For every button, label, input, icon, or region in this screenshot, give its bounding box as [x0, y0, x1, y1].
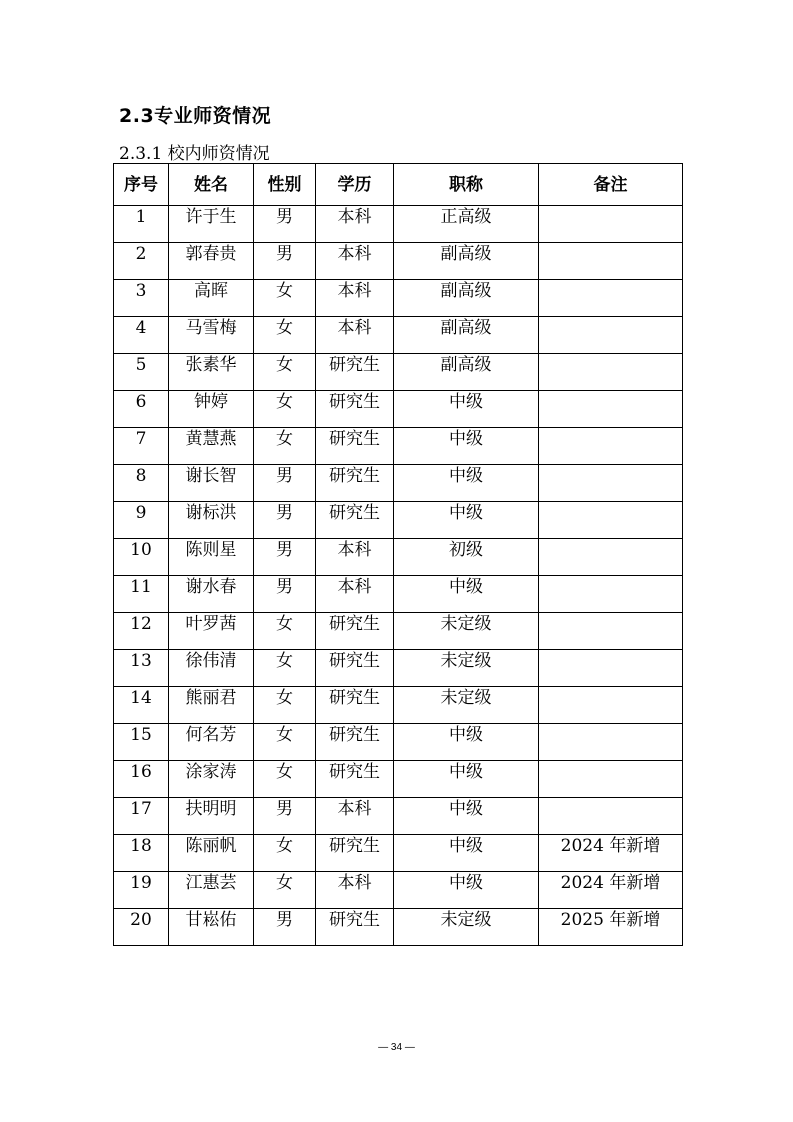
header-cell-index: 序号: [114, 164, 169, 206]
table-row: [114, 428, 683, 465]
cell-name: [169, 613, 254, 650]
cell-name-text: 徐伟清: [185, 651, 237, 671]
cell-remarks: [539, 724, 683, 761]
cell-remarks: [539, 317, 683, 354]
cell-title: [394, 465, 539, 502]
cell-index: [114, 354, 169, 391]
cell-gender: [254, 428, 316, 465]
cell-title: [394, 613, 539, 650]
cell-name-text: 谢长智: [185, 466, 237, 486]
cell-index-text: 18: [130, 836, 152, 856]
table-row: [114, 354, 683, 391]
cell-index: [114, 428, 169, 465]
cell-gender: [254, 835, 316, 872]
cell-title-text: 中级: [449, 577, 483, 597]
cell-title: [394, 428, 539, 465]
cell-title: [394, 687, 539, 724]
cell-gender: [254, 280, 316, 317]
cell-title: [394, 391, 539, 428]
cell-education-text: 研究生: [329, 725, 380, 745]
section-heading: 2.3专业师资情况: [119, 105, 272, 127]
cell-index: [114, 243, 169, 280]
cell-gender-text: 男: [276, 466, 293, 486]
cell-remarks-text: 2024 年新增: [560, 836, 661, 856]
cell-gender: [254, 539, 316, 576]
cell-index-text: 6: [135, 392, 147, 412]
cell-name: [169, 280, 254, 317]
cell-education: [316, 613, 394, 650]
cell-education-text: 研究生: [329, 910, 380, 930]
table-row: [114, 872, 683, 909]
cell-gender: [254, 761, 316, 798]
cell-index-text: 1: [135, 207, 147, 227]
cell-title: [394, 650, 539, 687]
cell-name-text: 张素华: [185, 355, 237, 375]
cell-index-text: 20: [130, 910, 152, 930]
cell-index: [114, 206, 169, 243]
cell-gender: [254, 206, 316, 243]
table-row: [114, 502, 683, 539]
cell-name: [169, 835, 254, 872]
cell-title-text: 中级: [449, 799, 483, 819]
cell-gender: [254, 724, 316, 761]
cell-index-text: 2: [135, 244, 147, 264]
header-cell-remarks: 备注: [539, 164, 683, 206]
cell-education: [316, 465, 394, 502]
table-row: [114, 650, 683, 687]
cell-index: [114, 835, 169, 872]
cell-name-text: 许于生: [185, 207, 237, 227]
cell-remarks: [539, 650, 683, 687]
cell-index-text: 17: [130, 799, 152, 819]
cell-education-text: 研究生: [329, 466, 380, 486]
cell-name: [169, 576, 254, 613]
cell-name-text: 马雪梅: [185, 318, 237, 338]
cell-name: [169, 391, 254, 428]
cell-education-text: 研究生: [329, 762, 380, 782]
cell-remarks-text: 2024 年新增: [560, 873, 661, 893]
cell-index: [114, 909, 169, 946]
cell-index: [114, 317, 169, 354]
cell-education-text: 本科: [337, 540, 372, 560]
cell-index: [114, 576, 169, 613]
table-row: [114, 465, 683, 502]
cell-title: [394, 354, 539, 391]
cell-education: [316, 687, 394, 724]
cell-index: [114, 539, 169, 576]
cell-education-text: 研究生: [329, 614, 380, 634]
cell-education-text: 本科: [337, 244, 372, 264]
table-row: [114, 391, 683, 428]
cell-gender-text: 男: [276, 799, 293, 819]
cell-education: [316, 909, 394, 946]
cell-title: [394, 909, 539, 946]
cell-education: [316, 872, 394, 909]
cell-name-text: 谢标洪: [185, 503, 237, 523]
cell-gender: [254, 465, 316, 502]
cell-remarks: [539, 613, 683, 650]
cell-gender-text: 女: [276, 836, 293, 856]
cell-name-text: 陈则星: [185, 540, 237, 560]
cell-education-text: 本科: [337, 577, 372, 597]
cell-title: [394, 243, 539, 280]
cell-title-text: 中级: [449, 873, 483, 893]
cell-title-text: 未定级: [440, 688, 492, 708]
cell-index-text: 12: [130, 614, 152, 634]
cell-education-text: 研究生: [329, 355, 380, 375]
cell-title: [394, 317, 539, 354]
table-row: [114, 835, 683, 872]
cell-education: [316, 724, 394, 761]
cell-title-text: 中级: [449, 503, 483, 523]
cell-index: [114, 724, 169, 761]
cell-education: [316, 206, 394, 243]
cell-education-text: 本科: [337, 207, 372, 227]
cell-index: [114, 280, 169, 317]
cell-title-text: 中级: [449, 725, 483, 745]
cell-remarks: [539, 761, 683, 798]
cell-index-text: 9: [135, 503, 147, 523]
cell-index: [114, 798, 169, 835]
page-number: — 34 —: [378, 1042, 415, 1053]
cell-title: [394, 798, 539, 835]
cell-education-text: 本科: [337, 873, 372, 893]
cell-name: [169, 872, 254, 909]
cell-remarks: [539, 687, 683, 724]
cell-title-text: 未定级: [440, 614, 492, 634]
cell-education: [316, 354, 394, 391]
cell-title-text: 中级: [449, 762, 483, 782]
cell-remarks: [539, 835, 683, 872]
cell-gender-text: 女: [276, 725, 293, 745]
cell-name-text: 何名芳: [185, 725, 237, 745]
cell-gender: [254, 613, 316, 650]
cell-gender-text: 女: [276, 651, 293, 671]
cell-education-text: 本科: [337, 281, 372, 301]
header-cell-gender: 性别: [254, 164, 316, 206]
cell-remarks: [539, 576, 683, 613]
table-row: [114, 761, 683, 798]
cell-name-text: 高晖: [194, 281, 228, 301]
table-row: [114, 909, 683, 946]
cell-index-text: 19: [130, 873, 152, 893]
cell-gender-text: 女: [276, 762, 293, 782]
cell-title-text: 中级: [449, 836, 483, 856]
cell-education: [316, 650, 394, 687]
cell-title-text: 副高级: [440, 244, 492, 264]
cell-title-text: 中级: [449, 429, 483, 449]
cell-title: [394, 280, 539, 317]
table-row: [114, 687, 683, 724]
cell-name-text: 叶罗茜: [185, 614, 237, 634]
cell-remarks: [539, 872, 683, 909]
cell-gender-text: 男: [276, 577, 293, 597]
cell-index-text: 15: [130, 725, 152, 745]
table-row: [114, 798, 683, 835]
cell-gender: [254, 317, 316, 354]
cell-name: [169, 502, 254, 539]
cell-title: [394, 539, 539, 576]
cell-gender-text: 女: [276, 392, 293, 412]
cell-title-text: 中级: [449, 466, 483, 486]
cell-education: [316, 243, 394, 280]
cell-title: [394, 206, 539, 243]
header-cell-title: 职称: [394, 164, 539, 206]
cell-education: [316, 539, 394, 576]
table-row: [114, 539, 683, 576]
cell-gender-text: 女: [276, 614, 293, 634]
cell-index: [114, 687, 169, 724]
cell-index: [114, 465, 169, 502]
cell-index-text: 5: [135, 355, 147, 375]
cell-gender-text: 男: [276, 503, 293, 523]
cell-name-text: 郭春贵: [185, 244, 237, 264]
cell-remarks: [539, 539, 683, 576]
header-cell-name: 姓名: [169, 164, 254, 206]
cell-index-text: 4: [135, 318, 147, 338]
cell-gender: [254, 687, 316, 724]
cell-remarks: [539, 206, 683, 243]
cell-index-text: 11: [130, 577, 152, 597]
cell-education: [316, 317, 394, 354]
cell-remarks: [539, 465, 683, 502]
cell-gender: [254, 909, 316, 946]
cell-title-text: 初级: [449, 540, 483, 560]
cell-education-text: 本科: [337, 799, 372, 819]
cell-name: [169, 243, 254, 280]
cell-education: [316, 761, 394, 798]
cell-name-text: 江惠芸: [185, 873, 237, 893]
cell-gender-text: 男: [276, 244, 293, 264]
cell-name-text: 熊丽君: [185, 688, 237, 708]
cell-index: [114, 761, 169, 798]
cell-name-text: 陈丽帆: [185, 836, 237, 856]
cell-name: [169, 798, 254, 835]
cell-remarks-text: 2025 年新增: [560, 910, 661, 930]
table-row: [114, 243, 683, 280]
cell-name-text: 钟婷: [194, 392, 228, 412]
cell-education-text: 研究生: [329, 688, 380, 708]
cell-title: [394, 835, 539, 872]
cell-education: [316, 280, 394, 317]
cell-name-text: 扶明明: [185, 799, 237, 819]
cell-remarks: [539, 354, 683, 391]
cell-education: [316, 798, 394, 835]
cell-remarks: [539, 243, 683, 280]
table-row: [114, 576, 683, 613]
cell-name: [169, 539, 254, 576]
cell-gender: [254, 243, 316, 280]
cell-name: [169, 724, 254, 761]
cell-education-text: 本科: [337, 318, 372, 338]
header-cell-education: 学历: [316, 164, 394, 206]
cell-index-text: 13: [130, 651, 152, 671]
cell-gender: [254, 872, 316, 909]
cell-gender: [254, 354, 316, 391]
table-row: [114, 613, 683, 650]
cell-education: [316, 835, 394, 872]
cell-index-text: 14: [130, 688, 152, 708]
cell-name-text: 甘崧佑: [185, 910, 237, 930]
cell-education-text: 研究生: [329, 651, 380, 671]
cell-education-text: 研究生: [329, 392, 380, 412]
cell-education: [316, 576, 394, 613]
cell-name: [169, 909, 254, 946]
table-row: [114, 206, 683, 243]
cell-index-text: 7: [135, 429, 147, 449]
cell-remarks: [539, 280, 683, 317]
cell-gender: [254, 650, 316, 687]
cell-education: [316, 391, 394, 428]
cell-remarks: [539, 909, 683, 946]
cell-name-text: 涂家涛: [185, 762, 237, 782]
cell-gender: [254, 798, 316, 835]
cell-education-text: 研究生: [329, 429, 380, 449]
cell-index: [114, 872, 169, 909]
table-row: [114, 280, 683, 317]
cell-title: [394, 576, 539, 613]
table-row: [114, 317, 683, 354]
cell-gender-text: 女: [276, 281, 293, 301]
cell-name: [169, 317, 254, 354]
cell-gender: [254, 576, 316, 613]
cell-education-text: 研究生: [329, 836, 380, 856]
cell-gender-text: 男: [276, 540, 293, 560]
cell-name-text: 谢水春: [185, 577, 237, 597]
cell-title-text: 副高级: [440, 355, 492, 375]
cell-title: [394, 724, 539, 761]
cell-gender: [254, 502, 316, 539]
cell-remarks: [539, 798, 683, 835]
cell-gender-text: 女: [276, 355, 293, 375]
cell-gender-text: 男: [276, 910, 293, 930]
cell-index: [114, 391, 169, 428]
cell-title: [394, 761, 539, 798]
cell-title-text: 中级: [449, 392, 483, 412]
cell-name: [169, 650, 254, 687]
cell-remarks: [539, 391, 683, 428]
cell-name: [169, 465, 254, 502]
cell-title: [394, 872, 539, 909]
cell-gender-text: 女: [276, 688, 293, 708]
cell-name-text: 黄慧燕: [185, 429, 237, 449]
cell-name: [169, 428, 254, 465]
cell-index: [114, 613, 169, 650]
cell-gender-text: 女: [276, 429, 293, 449]
cell-education-text: 研究生: [329, 503, 380, 523]
table-row: [114, 724, 683, 761]
subsection-heading: 2.3.1 校内师资情况: [119, 144, 270, 164]
cell-title-text: 未定级: [440, 910, 492, 930]
cell-title-text: 正高级: [440, 207, 492, 227]
cell-remarks: [539, 428, 683, 465]
cell-gender-text: 男: [276, 207, 293, 227]
cell-index-text: 10: [130, 540, 152, 560]
cell-education: [316, 502, 394, 539]
cell-index-text: 16: [130, 762, 152, 782]
cell-education: [316, 428, 394, 465]
cell-title-text: 副高级: [440, 281, 492, 301]
table-header-row: [114, 164, 683, 206]
cell-title: [394, 502, 539, 539]
cell-gender: [254, 391, 316, 428]
cell-index: [114, 650, 169, 687]
faculty-table: [113, 163, 683, 946]
cell-remarks: [539, 502, 683, 539]
cell-title-text: 副高级: [440, 318, 492, 338]
cell-gender-text: 女: [276, 318, 293, 338]
cell-name: [169, 354, 254, 391]
cell-index-text: 3: [135, 281, 147, 301]
table-body: [114, 206, 683, 946]
cell-name: [169, 206, 254, 243]
cell-name: [169, 761, 254, 798]
cell-gender-text: 女: [276, 873, 293, 893]
cell-index-text: 8: [135, 466, 147, 486]
cell-title-text: 未定级: [440, 651, 492, 671]
cell-index: [114, 502, 169, 539]
cell-name: [169, 687, 254, 724]
